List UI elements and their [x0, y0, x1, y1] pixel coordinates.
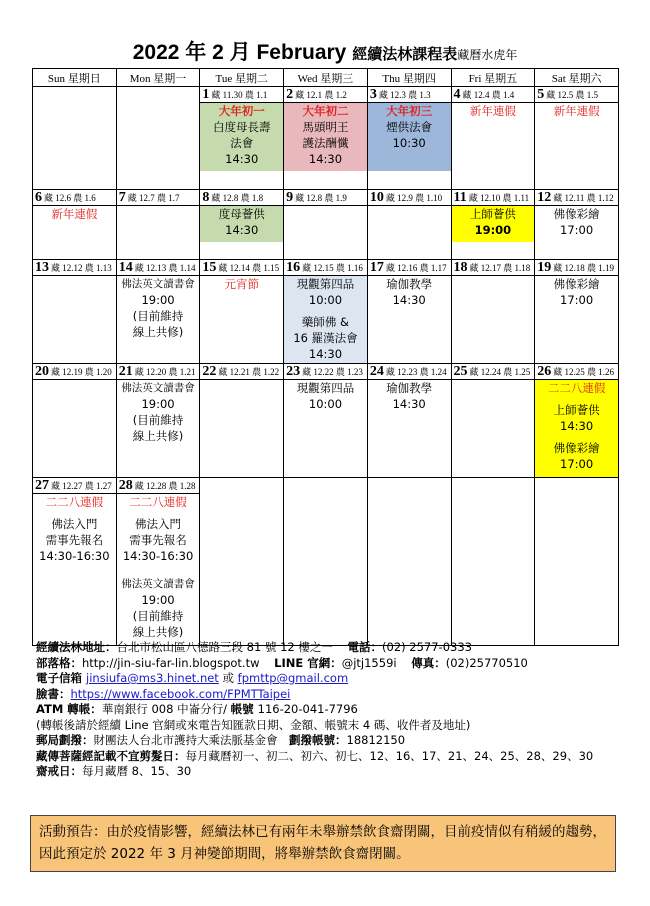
address-value: 台北市松山區八德路三段 81 號 12 樓之一: [116, 640, 333, 654]
weekday-sun: Sun 星期日: [33, 69, 117, 87]
day-cell-2: [284, 87, 368, 190]
day-cell-3: [367, 87, 451, 190]
weekday-tue: Tue 星期二: [200, 69, 284, 87]
day-number: 22: [202, 364, 217, 379]
day-header: [368, 364, 451, 380]
day-number: 17: [369, 260, 384, 275]
day-cell-5: [535, 87, 619, 190]
day-lunar: 藏 12.17 農 1.18: [469, 263, 531, 273]
email-link-2[interactable]: fpmttp@gmail.com: [237, 671, 349, 685]
event-line: 17:00: [560, 457, 594, 471]
event-line: 14:30: [225, 152, 259, 166]
event-line: 14:30: [560, 419, 594, 433]
day-number: 16: [286, 260, 301, 275]
day-header: [200, 260, 283, 276]
event-line: 19:00: [141, 593, 175, 607]
day-number: 11: [453, 190, 467, 205]
event-line: 大年初二: [302, 104, 349, 118]
week-row: [33, 364, 619, 478]
event-line: 10:00: [308, 397, 343, 411]
phone-label: 電話：: [347, 640, 383, 654]
event-line: 馬頭明王: [302, 120, 349, 134]
day-cell-26: [535, 364, 619, 478]
day-cell-24: [367, 364, 451, 478]
day-header: [535, 364, 618, 380]
event-block: [368, 103, 451, 171]
day-number: 15: [202, 260, 217, 275]
day-cell-empty: [451, 478, 535, 646]
day-number: 21: [118, 364, 133, 379]
day-lunar: 藏 12.20 農 1.21: [134, 367, 196, 377]
day-lunar: 藏 12.12 農 1.13: [51, 263, 112, 273]
atm-value: 華南銀行 008 中崙分行/: [101, 702, 231, 716]
event-line: 19:00: [141, 293, 175, 307]
day-lunar: 藏 12.24 農 1.25: [469, 367, 531, 377]
day-lunar: 藏 12.18 農 1.19: [553, 263, 614, 273]
day-lunar: 藏 12.14 農 1.15: [218, 263, 280, 273]
fasting-value: 每月藏曆 8、15、30: [82, 764, 192, 778]
day-number: 9: [286, 190, 294, 205]
day-cell-25: [451, 364, 535, 478]
event-line: 現觀第四品: [296, 381, 355, 395]
day-cell-4: [451, 87, 535, 190]
title-sub: 經續法林課程表: [352, 46, 458, 63]
day-cell-6: [33, 190, 117, 260]
day-number: 25: [453, 364, 468, 379]
event-line: 10:00: [308, 293, 343, 307]
day-cell-9: [284, 190, 368, 260]
day-header: [200, 190, 283, 206]
fax-label: 傳真：: [411, 655, 446, 670]
day-lunar: 藏 12.8 農 1.8: [211, 193, 264, 203]
day-lunar: 藏 12.16 農 1.17: [385, 263, 447, 273]
event-block: [368, 380, 451, 412]
blog-label: 部落格：: [36, 655, 82, 670]
facebook-line: [36, 687, 636, 703]
day-cell-22: [200, 364, 284, 478]
event-line: 16 羅漢法會: [293, 331, 358, 345]
event-line: 法會: [230, 136, 254, 150]
day-lunar: 藏 12.25 農 1.26: [553, 367, 614, 377]
week-row: [33, 478, 619, 646]
day-number: 20: [35, 364, 49, 379]
event-line: 佛法英文讀書會: [121, 382, 195, 394]
day-lunar: 藏 12.6 農 1.6: [44, 193, 96, 203]
day-header: [33, 260, 116, 276]
day-cell-28: [116, 478, 200, 646]
event-line: 白度母長壽: [213, 120, 271, 134]
event-line: 瑜伽教學: [386, 381, 433, 395]
event-line: 14:30: [308, 152, 343, 166]
notice-box: 活動預告：由於疫情影響，經續法林已有兩年未舉辦禁飲食齋閉關，目前疫情似有稍緩的趨勢，因此預定於 2022 年 3 月神變節期間，將舉辦禁飲食齋閉關。: [30, 815, 616, 872]
day-header: [452, 260, 535, 276]
event-line: 二二八連假: [547, 381, 606, 395]
day-number: 18: [453, 260, 468, 275]
blog-link[interactable]: http://jin-siu-far-lin.blogspot.tw: [82, 655, 260, 670]
day-lunar: 藏 12.23 農 1.24: [385, 367, 447, 377]
postal-line: [36, 733, 636, 749]
event-line: (目前維持: [132, 309, 184, 323]
event-line: 新年連假: [469, 104, 516, 118]
day-number: 27: [35, 478, 49, 493]
day-number: 6: [35, 190, 42, 205]
day-header: [452, 87, 535, 103]
day-lunar: 藏 12.4 農 1.4: [462, 90, 515, 100]
day-lunar: 藏 12.15 農 1.16: [302, 263, 363, 273]
day-cell-16: [284, 260, 368, 364]
email-line: [36, 671, 636, 687]
title-main: 2022 年 2 月 February: [132, 41, 347, 64]
event-line: 大年初一: [218, 104, 265, 118]
event-line: (目前維持: [132, 413, 184, 427]
day-lunar: 藏 12.1 農 1.2: [295, 90, 347, 100]
event-line: 二二八連假: [45, 495, 104, 509]
day-number: 4: [453, 87, 461, 102]
account-value: 116-20-041-7796: [257, 702, 358, 716]
day-header: [33, 364, 116, 380]
event-line: 14:30-16:30: [122, 549, 194, 563]
event-line: 現觀第四品: [296, 277, 355, 291]
event-line: 藥師佛 &: [301, 315, 350, 329]
fax-value: (02)25770510: [445, 655, 528, 670]
day-cell-empty: [33, 87, 117, 190]
event-block: [33, 494, 116, 564]
event-line: 煙供法會: [386, 120, 433, 134]
postal-account-value: 18812150: [346, 733, 406, 747]
fasting-label: 齋戒日：: [36, 764, 82, 778]
event-line: 線上共修): [132, 625, 184, 639]
day-header: [535, 260, 618, 276]
postal-label: 郵局劃撥：: [36, 733, 94, 747]
event-line: 新年連假: [553, 104, 600, 118]
day-header: [117, 260, 200, 276]
day-number: 13: [35, 260, 49, 275]
day-header: [284, 364, 367, 380]
event-line: 線上共修): [132, 429, 184, 443]
line-label: LINE 官網：: [274, 655, 342, 670]
event-block: [284, 380, 367, 412]
postal-value: 財團法人台北市護持大乘法脈基金會: [93, 733, 289, 747]
week-row: [33, 87, 619, 190]
weekday-mon: Mon 星期一: [116, 69, 200, 87]
event-line: 需事先報名: [45, 533, 104, 547]
day-lunar: 藏 12.28 農 1.28: [134, 481, 196, 491]
event-line: 護法酬懺: [302, 136, 349, 150]
event-line: 14:30: [308, 347, 343, 361]
fasting-line: [36, 764, 636, 780]
day-header: [117, 190, 200, 206]
event-line: 10:30: [392, 136, 426, 150]
weekday-thu: Thu 星期四: [367, 69, 451, 87]
day-number: 28: [118, 478, 133, 493]
weekday-sat: Sat 星期六: [535, 69, 619, 87]
event-line: 佛法入門: [51, 517, 98, 531]
event-line: 佛像彩繪: [553, 441, 600, 455]
day-cell-20: [33, 364, 117, 478]
event-line: 大年初三: [386, 104, 433, 118]
page-title: [0, 36, 650, 66]
day-cell-empty: [200, 478, 284, 646]
haircut-value: 每月藏曆初一、初二、初六、初七、12、16、17、21、24、25、28、29、30: [185, 748, 594, 763]
week-row: [33, 190, 619, 260]
event-line: 需事先報名: [129, 533, 187, 547]
day-header: [535, 87, 618, 103]
event-line: 新年連假: [51, 207, 98, 221]
event-block: [452, 206, 535, 242]
day-header: [452, 364, 535, 380]
phone-value: (02) 2577-0333: [382, 640, 472, 654]
day-number: 14: [118, 260, 133, 275]
event-line: 19:00: [141, 397, 175, 411]
event-line: 瑜伽教學: [386, 277, 433, 291]
day-cell-10: [367, 190, 451, 260]
day-lunar: 藏 12.27 農 1.27: [51, 481, 112, 491]
day-lunar: 藏 12.11 農 1.12: [553, 193, 614, 203]
day-header: [117, 364, 200, 380]
day-lunar: 藏 12.9 農 1.10: [385, 193, 443, 203]
day-cell-empty: [116, 87, 200, 190]
day-cell-empty: [535, 478, 619, 646]
event-line: 線上共修): [132, 325, 184, 339]
day-cell-18: [451, 260, 535, 364]
day-lunar: 藏 12.19 農 1.20: [51, 367, 112, 377]
atm-line: [36, 702, 636, 718]
atm-label: ATM 轉帳：: [36, 702, 102, 716]
event-line: 14:30: [392, 293, 426, 307]
event-block: [284, 103, 367, 171]
day-lunar: 藏 12.21 農 1.22: [218, 367, 280, 377]
day-cell-19: [535, 260, 619, 364]
event-block: [535, 206, 618, 238]
day-cell-13: [33, 260, 117, 364]
day-number: 3: [369, 87, 377, 102]
event-block: [200, 206, 283, 242]
day-number: 7: [118, 190, 126, 205]
day-cell-17: [367, 260, 451, 364]
contact-info: [36, 640, 636, 780]
day-cell-1: [200, 87, 284, 190]
day-cell-21: [116, 364, 200, 478]
day-number: 19: [537, 260, 552, 275]
day-number: 26: [537, 364, 552, 379]
address-label: 經續法林地址：: [36, 640, 117, 654]
event-line: 度母薈供: [218, 207, 265, 221]
day-lunar: 藏 12.10 農 1.11: [468, 193, 530, 203]
calendar-table: [32, 68, 619, 646]
day-header: [284, 87, 367, 103]
event-line: 佛像彩繪: [553, 277, 600, 291]
event-line: 14:30-16:30: [39, 549, 110, 563]
day-lunar: 藏 12.22 農 1.23: [302, 367, 363, 377]
email-link-1[interactable]: jinsiufa@ms3.hinet.net: [86, 671, 219, 685]
title-sub2: 藏曆水虎年: [457, 48, 518, 62]
day-lunar: 藏 12.5 農 1.5: [546, 90, 598, 100]
haircut-label: 藏傳菩薩經記載不宜剪髮日：: [36, 748, 186, 763]
event-block: [535, 276, 618, 308]
event-block: [535, 380, 618, 477]
day-header: [200, 87, 283, 103]
event-line: 14:30: [392, 397, 426, 411]
address-line: [36, 640, 636, 656]
day-number: 1: [202, 87, 210, 102]
facebook-label: 臉書：: [36, 686, 71, 701]
day-header: [368, 190, 451, 206]
day-lunar: 藏 12.8 農 1.9: [295, 193, 347, 203]
week-row: [33, 260, 619, 364]
weekday-fri: Fri 星期五: [451, 69, 535, 87]
haircut-line: [36, 749, 636, 765]
event-line: 17:00: [560, 293, 594, 307]
day-cell-27: [33, 478, 117, 646]
day-header: [368, 87, 451, 103]
atm-note: (轉帳後請於經續 Line 官網或來電告知匯款日期、金額、帳號末 4 碼、收件者及地址): [36, 717, 471, 732]
weekday-header-row: [33, 69, 619, 87]
event-line: 元宵節: [224, 277, 259, 291]
day-number: 23: [286, 364, 301, 379]
event-block: [117, 494, 200, 640]
day-cell-15: [200, 260, 284, 364]
email-or: 或: [218, 671, 238, 685]
event-line: 17:00: [560, 223, 594, 237]
day-header: [284, 190, 367, 206]
day-cell-8: [200, 190, 284, 260]
day-header: [33, 478, 116, 494]
day-header: [33, 190, 116, 206]
day-cell-14: [116, 260, 200, 364]
event-block: [368, 276, 451, 308]
day-header: [368, 260, 451, 276]
event-line: 佛像彩繪: [553, 207, 600, 221]
day-number: 10: [369, 190, 384, 205]
event-line: 佛法英文讀書會: [121, 278, 195, 290]
day-cell-7: [116, 190, 200, 260]
event-line: 佛法入門: [135, 517, 182, 531]
event-line: (目前維持: [132, 609, 184, 623]
event-line: 上師薈供: [553, 403, 600, 417]
event-block: [200, 103, 283, 171]
day-lunar: 藏 11.30 農 1.1: [211, 90, 268, 100]
account-label: 帳號: [230, 702, 258, 716]
email-label: 電子信箱: [36, 671, 87, 685]
day-cell-empty: [367, 478, 451, 646]
event-line: 佛法英文讀書會: [121, 578, 195, 590]
day-header: [535, 190, 618, 206]
day-lunar: 藏 12.13 農 1.14: [134, 263, 196, 273]
day-number: 8: [202, 190, 210, 205]
day-number: 2: [286, 87, 294, 102]
day-cell-12: [535, 190, 619, 260]
day-header: [117, 478, 200, 494]
day-number: 12: [537, 190, 552, 205]
day-header: [284, 260, 367, 276]
day-header: [452, 190, 535, 206]
event-line: 上師薈供: [469, 207, 516, 221]
facebook-link[interactable]: https://www.facebook.com/FPMTTaipei: [70, 686, 291, 701]
event-block: [284, 276, 367, 363]
day-number: 24: [369, 364, 384, 379]
blog-line: [36, 656, 636, 672]
postal-account-label: 劃撥帳號：: [289, 733, 347, 747]
day-header: [200, 364, 283, 380]
event-block: [117, 380, 200, 444]
line-value: @jtj1559i: [341, 655, 397, 670]
event-line: 二二八連假: [129, 495, 187, 509]
day-cell-23: [284, 364, 368, 478]
day-lunar: 藏 12.7 農 1.7: [127, 193, 180, 203]
weekday-wed: Wed 星期三: [284, 69, 368, 87]
day-cell-empty: [284, 478, 368, 646]
day-lunar: 藏 12.3 農 1.3: [378, 90, 431, 100]
event-line: 14:30: [225, 223, 259, 237]
event-block: [117, 276, 200, 340]
day-number: 5: [537, 87, 545, 102]
event-line: 19:00: [474, 223, 512, 237]
day-cell-11: [451, 190, 535, 260]
